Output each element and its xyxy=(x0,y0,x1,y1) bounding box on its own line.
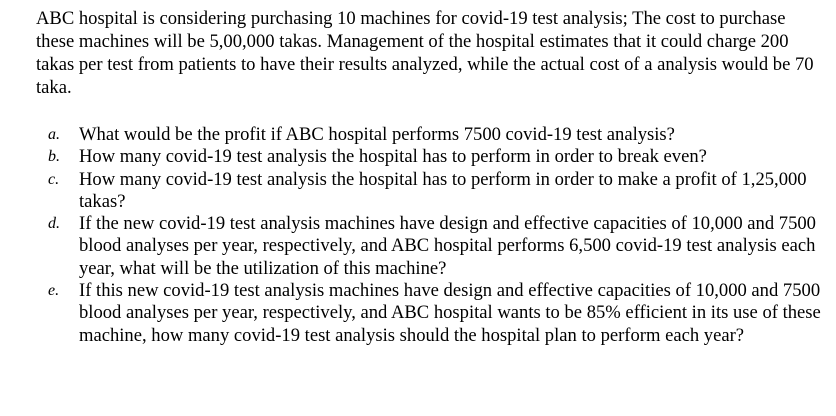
question-text-b: How many covid-19 test analysis the hospital has to perform in order to break even? xyxy=(79,146,707,168)
question-text-e: If this new covid-19 test analysis machines have design and effective capacities of 10,000 and 7500 blood analyses per year, respectively, and ABC hospital wants to be 85% efficient in its use of these machine, how many covid-19 test analysis should the hospital plan to perform each year? xyxy=(79,280,821,346)
question-marker-d: d. xyxy=(48,215,60,233)
question-text-a: What would be the profit if ABC hospital performs 7500 covid-19 test analysis? xyxy=(79,124,675,145)
question-marker-e: e. xyxy=(48,282,60,300)
question-d xyxy=(36,213,826,280)
question-list xyxy=(36,124,826,347)
question-c xyxy=(36,169,826,214)
intro-paragraph: ABC hospital is considering purchasing 10 machines for covid-19 test analysis; The cost to purchase these machines will be 5,00,000 takas. Management of the hospital estimates that it could charge 200 takas per test from patients to have their results analyzed, while the actual cost of a analysis would be 70 taka. xyxy=(36,8,814,98)
question-b xyxy=(36,146,826,168)
question-marker-b: b. xyxy=(48,148,60,166)
question-text-c: How many covid-19 test analysis the hospital has to perform in order to make a profit of 1,25,000 takas? xyxy=(79,168,807,212)
question-a xyxy=(36,124,826,146)
question-marker-a: a. xyxy=(48,126,60,143)
question-e xyxy=(36,280,826,347)
question-marker-c: c. xyxy=(48,170,60,188)
question-text-d: If the new covid-19 test analysis machines have design and effective capacities of 10,000 and 7500 blood analyses per year, respectively, and ABC hospital performs 6,500 covid-19 test analysis each year, what will be the utilization of this machine? xyxy=(79,213,816,279)
